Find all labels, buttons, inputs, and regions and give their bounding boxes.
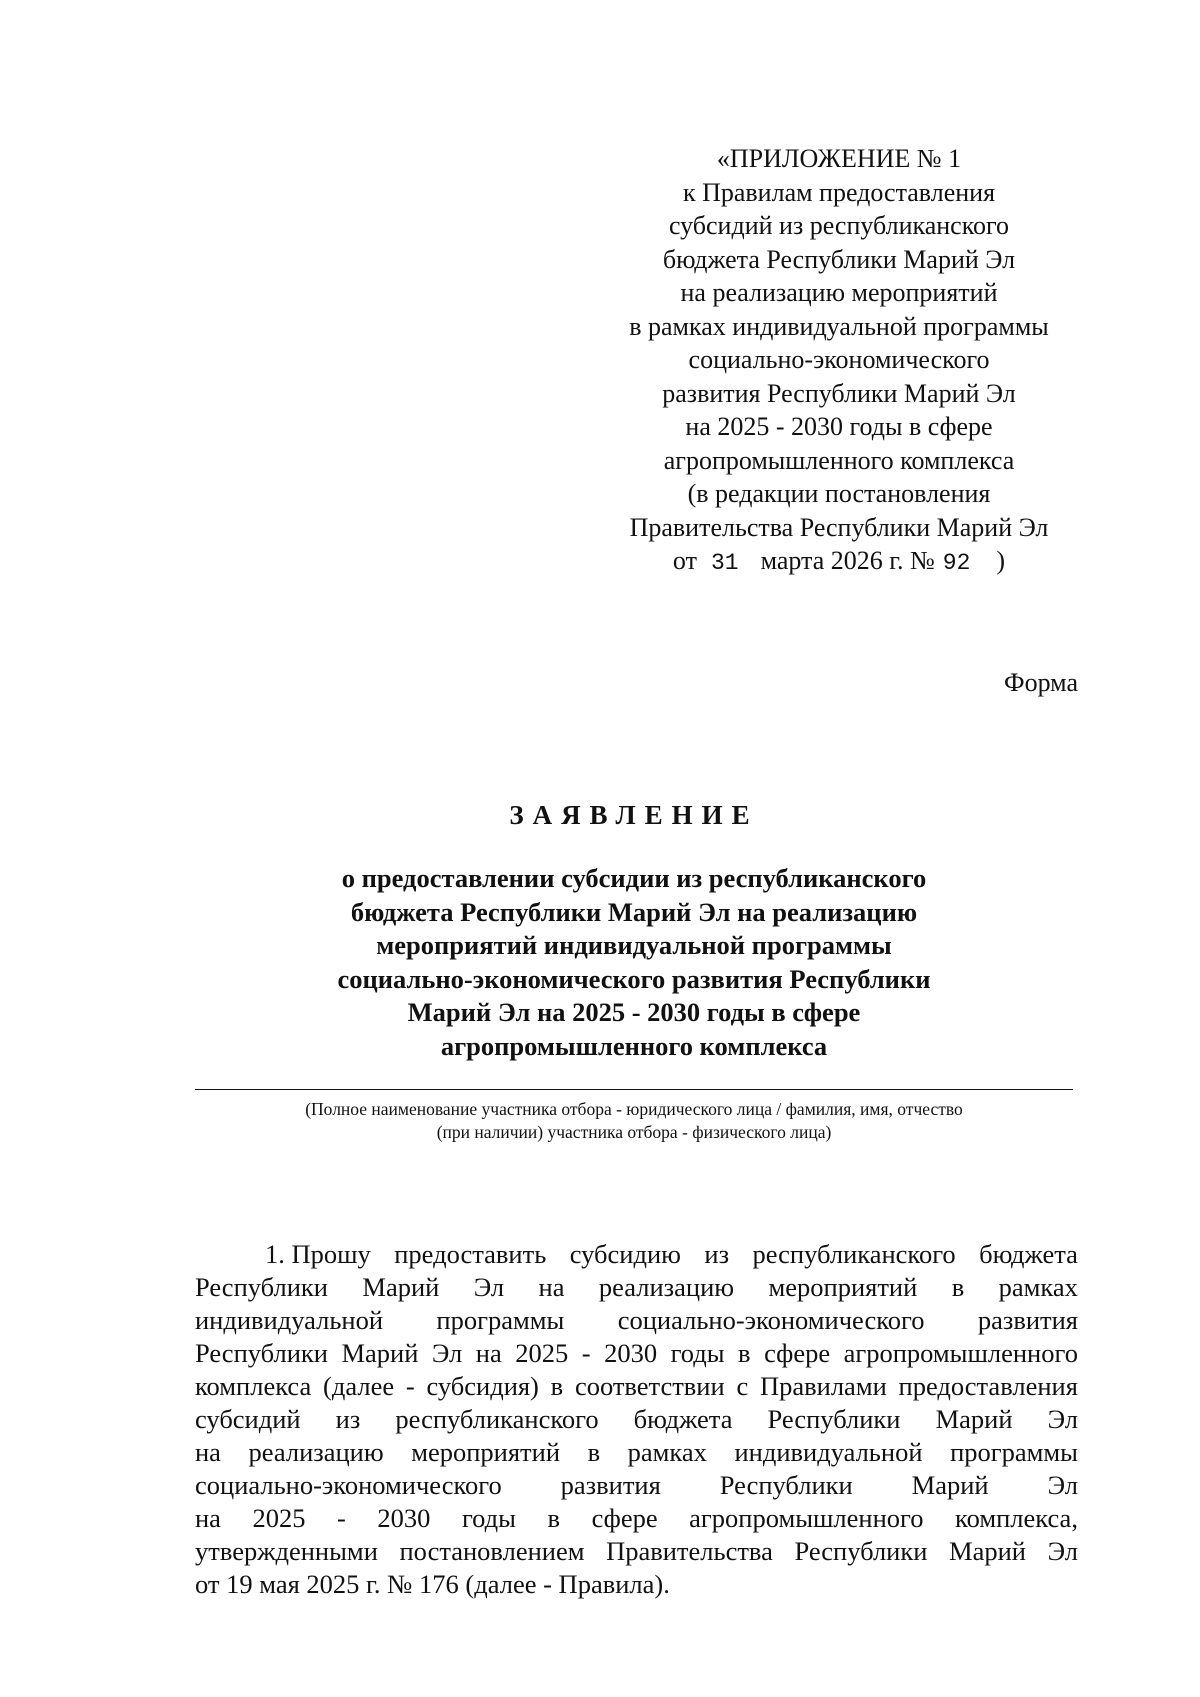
paragraph-word: Марий	[362, 1272, 440, 1302]
subtitle-line: социально-экономического развития Республики	[337, 963, 931, 994]
paragraph-word: Марий	[949, 1536, 1026, 1566]
date-month-year: марта 2026 г. №	[760, 546, 935, 575]
paragraph-word: на	[195, 1503, 221, 1533]
appendix-line: на 2025 - 2030 годы в сфере	[685, 412, 993, 441]
paragraph-word: сфере	[591, 1503, 658, 1533]
paragraph-1	[195, 1238, 1078, 1601]
paragraph-word: предоставления	[898, 1371, 1078, 1401]
appendix-header	[600, 142, 1078, 581]
appendix-line: к Правилам предоставления	[682, 177, 996, 207]
appendix-line: Правительства Республики Марий Эл	[629, 512, 1049, 542]
paragraph-line	[195, 1436, 1078, 1469]
paragraph-line	[195, 1337, 1078, 1370]
paragraph-word: в	[587, 1437, 601, 1467]
paragraph-word: реализацию	[598, 1272, 735, 1302]
appendix-line: (в редакции постановления	[687, 479, 991, 508]
paragraph-word: социально-экономического	[617, 1305, 925, 1335]
paragraph-line	[195, 1403, 1078, 1436]
paragraph-word: Марий	[935, 1404, 1013, 1434]
appendix-line: бюджета Республики Марий Эл	[662, 244, 1016, 274]
paragraph-word: развития	[977, 1305, 1078, 1335]
appendix-line: субсидий из республиканского	[668, 211, 1010, 240]
document-number: 92	[942, 550, 971, 576]
paragraph-word: на	[475, 1338, 502, 1368]
paragraph-line	[195, 1271, 1078, 1304]
paragraph-word: субсидию	[569, 1239, 681, 1269]
paragraph-word: мероприятий	[768, 1272, 918, 1302]
applicant-name-caption	[195, 1098, 1073, 1144]
paragraph-word: Республики	[767, 1404, 901, 1434]
paragraph-word: субсидий	[195, 1404, 301, 1434]
paragraph-word: комплекса,	[955, 1503, 1078, 1533]
paragraph-word: (далее	[323, 1371, 395, 1401]
applicant-name-line	[195, 1089, 1073, 1090]
appendix-line: агропромышленного комплекса	[663, 445, 1015, 475]
caption-line: (при наличии) участника отбора - физического лица)	[436, 1122, 832, 1142]
paragraph-word: сфере	[764, 1338, 831, 1368]
paragraph-word: бюджета	[633, 1404, 733, 1434]
paragraph-word: 2030	[604, 1338, 658, 1368]
paragraph-word: в	[547, 1503, 561, 1533]
paragraph-word: соответствии	[574, 1371, 725, 1401]
paragraph-word: развития	[560, 1470, 661, 1500]
forma-label: Форма	[1004, 668, 1078, 697]
paragraph-word: Республики	[794, 1536, 928, 1566]
paragraph-word: -	[337, 1503, 346, 1533]
paragraph-word: индивидуальной	[734, 1437, 923, 1467]
subtitle-line: Марий Эл на 2025 - 2030 годы в сфере	[407, 997, 861, 1027]
appendix-date-line	[600, 544, 1078, 581]
appendix-line: развития Республики Марий Эл	[662, 378, 1016, 408]
paragraph-word: Марий	[341, 1338, 419, 1368]
paragraph-word: в	[738, 1338, 751, 1368]
paragraph-word: годы	[461, 1503, 516, 1533]
date-day: 31	[710, 550, 739, 576]
paragraph-word: Республики	[719, 1470, 853, 1500]
appendix-line: на реализацию мероприятий	[680, 278, 998, 307]
paragraph-word: предоставить	[394, 1239, 547, 1269]
date-prefix: от	[672, 546, 697, 575]
paragraph-word: с	[736, 1371, 749, 1401]
paragraph-word: годы	[670, 1338, 725, 1368]
paragraph-word: Республики	[195, 1272, 328, 1302]
paragraph-word: Правилами	[759, 1371, 887, 1401]
paragraph-word: агропромышленного	[843, 1338, 1078, 1368]
paragraph-word: из	[704, 1239, 730, 1269]
paragraph-word: Эл	[431, 1338, 463, 1368]
subtitle-line: о предоставлении субсидии из республиканского	[341, 863, 927, 893]
paragraph-word: постановлением	[399, 1536, 585, 1566]
paragraph-line	[195, 1370, 1078, 1403]
paragraph-word: республиканского	[752, 1239, 956, 1269]
paragraph-word: Правительства	[606, 1536, 773, 1566]
paragraph-word: агропромышленного	[689, 1503, 924, 1533]
paragraph-word: Марий	[911, 1470, 989, 1500]
paragraph-word: Республики	[195, 1338, 328, 1368]
paragraph-word: -	[405, 1371, 415, 1401]
paragraph-word: комплекса	[195, 1371, 312, 1401]
paragraph-word: утвержденными	[195, 1536, 378, 1566]
paragraph-line	[195, 1304, 1078, 1337]
paragraph-word: в	[550, 1371, 564, 1401]
document-subtitle	[190, 862, 1078, 1063]
paragraph-word: Эл	[473, 1272, 505, 1302]
paragraph-word: 1. Прошу	[265, 1239, 371, 1269]
paragraph-word: бюджета	[979, 1239, 1078, 1269]
paragraph-word: на	[538, 1272, 565, 1302]
paragraph-word: Эл	[1047, 1404, 1078, 1434]
paragraph-word: -	[581, 1338, 591, 1368]
paragraph-line	[195, 1469, 1078, 1502]
subtitle-line: мероприятий индивидуальной программы	[376, 930, 892, 960]
paragraph-word: 2025	[252, 1503, 306, 1533]
paragraph-word: Эл	[1047, 1536, 1078, 1566]
paragraph-word: 2030	[377, 1503, 431, 1533]
paragraph-word: республиканского	[395, 1404, 599, 1434]
appendix-line: социально-экономического	[688, 345, 990, 374]
paragraph-line	[195, 1502, 1078, 1535]
appendix-line: в рамках индивидуальной программы	[629, 311, 1049, 341]
paragraph-word: Эл	[1047, 1470, 1078, 1500]
paragraph-word: мероприятий	[411, 1437, 560, 1467]
appendix-line: «ПРИЛОЖЕНИЕ № 1	[716, 144, 962, 173]
paragraph-line	[195, 1568, 1078, 1601]
caption-line: (Полное наименование участника отбора - юридического лица / фамилия, имя, отчество	[305, 1099, 963, 1119]
paragraph-word: программы	[436, 1305, 565, 1335]
paragraph-word: рамках	[627, 1437, 707, 1467]
paragraph-word: индивидуальной	[195, 1305, 384, 1335]
paragraph-word: 2025	[515, 1338, 569, 1368]
date-suffix: )	[996, 546, 1006, 575]
subtitle-line: бюджета Республики Марий Эл на реализацию	[350, 896, 918, 927]
paragraph-word: реализацию	[248, 1437, 384, 1467]
paragraph-word: на	[195, 1437, 221, 1467]
paragraph-word: рамках	[998, 1272, 1078, 1302]
paragraph-line	[195, 1535, 1078, 1568]
paragraph-word: субсидия)	[426, 1371, 539, 1401]
paragraph-word: из	[335, 1404, 361, 1434]
subtitle-line: агропромышленного комплекса	[440, 1030, 828, 1061]
paragraph-word: в	[951, 1272, 965, 1302]
paragraph-word: от 19 мая 2025 г. № 176 (далее - Правила).	[195, 1569, 670, 1599]
paragraph-line	[195, 1238, 1078, 1271]
document-title: ЗАЯВЛЕНИЕ	[509, 800, 759, 830]
paragraph-word: программы	[950, 1437, 1078, 1467]
paragraph-word: социально-экономического	[195, 1470, 502, 1500]
